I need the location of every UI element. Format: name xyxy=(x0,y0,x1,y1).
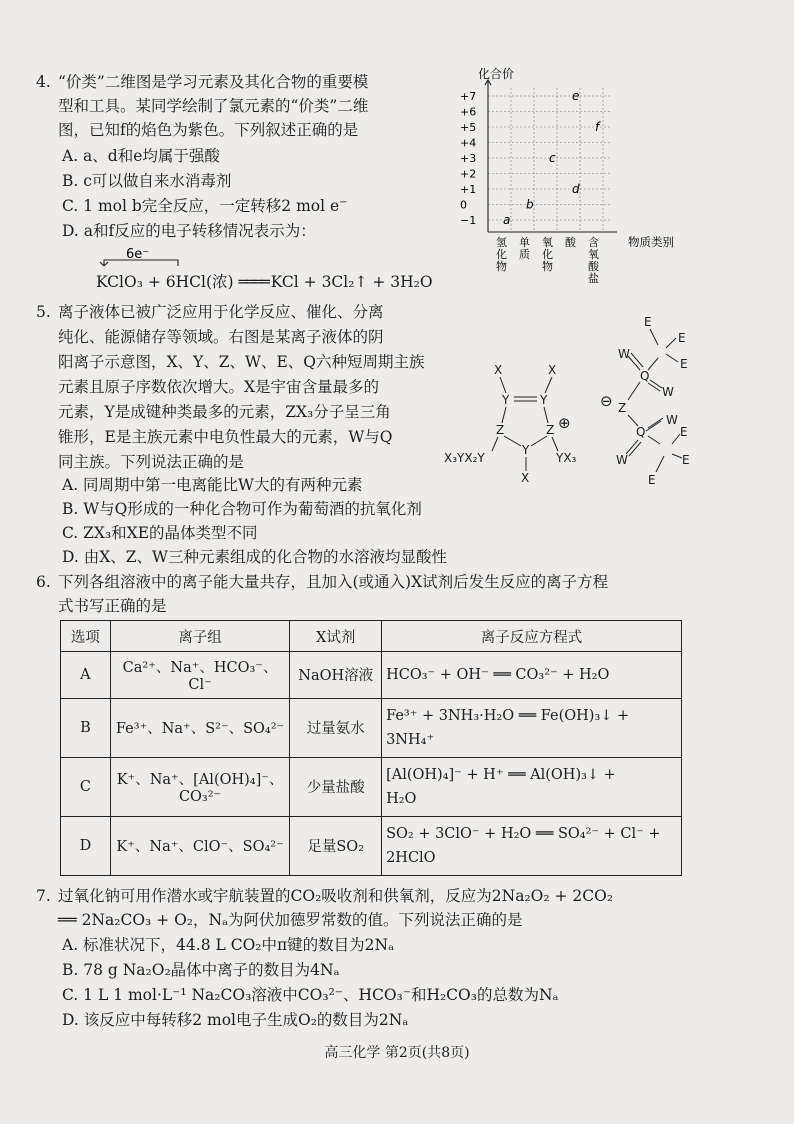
category-label: 酸 xyxy=(565,236,576,249)
page-footer: 高三化学 第2页(共8页) xyxy=(324,1045,470,1061)
tick-label: +2 xyxy=(460,167,477,181)
row-equation: HCO₃⁻ + OH⁻ ══ CO₃²⁻ + H₂O xyxy=(382,652,682,699)
transfer-label: 6e⁻ xyxy=(126,247,150,262)
atom-e: E xyxy=(644,315,652,329)
row-ions: K⁺、Na⁺、ClO⁻、SO₄²⁻ xyxy=(110,816,289,875)
row-equation: SO₂ + 3ClO⁻ + H₂O ══ SO₄²⁻ + Cl⁻ + 2HClO xyxy=(382,816,682,875)
q7-option-c: C. 1 L 1 mol·L⁻¹ Na₂CO₃溶液中CO₃²⁻、HCO₃⁻和H₂CO₃的总数为Nₐ xyxy=(62,986,559,1004)
equation-right: KCl + 3Cl₂↑ + 3H₂O xyxy=(270,273,433,291)
row-equation: Fe³⁺ + 3NH₃·H₂O ══ Fe(OH)₃↓ + 3NH₄⁺ xyxy=(382,698,682,757)
equation-left: KClO₃ + 6HCl(浓) xyxy=(96,273,234,291)
table-row xyxy=(61,652,682,699)
chlorine-value-type-chart xyxy=(456,66,706,296)
tick-label: +7 xyxy=(460,90,477,103)
q7-stem-line-1: 过氧化钠可用作潜水或宇航装置的CO₂吸收剂和供氧剂，反应为2Na₂O₂ + 2CO₂ xyxy=(58,887,614,905)
header-ions: 离子组 xyxy=(110,621,289,652)
atom-y: Y xyxy=(522,443,530,457)
atom-w: W xyxy=(666,413,678,427)
table-row xyxy=(61,757,682,816)
header-option: 选项 xyxy=(61,621,111,652)
point-d: d xyxy=(572,182,580,196)
category-label: 氧 xyxy=(588,248,599,261)
q6-number: 6. xyxy=(36,573,51,591)
tick-label: +6 xyxy=(460,105,477,119)
row-option: D xyxy=(61,816,111,875)
q4-number: 4. xyxy=(36,73,51,91)
negative-charge: ⊖ xyxy=(600,392,613,410)
q6-stem-line-1: 下列各组溶液中的离子能大量共存，且加入(或通入)X试剂后发生反应的离子方程 xyxy=(58,573,609,591)
positive-charge: ⊕ xyxy=(558,414,571,432)
tick-label: +1 xyxy=(460,183,477,196)
q5-stem-line-5: 元素，Y是成键种类最多的元素，ZX₃分子呈三角 xyxy=(58,403,391,421)
table-row xyxy=(61,816,682,875)
q4-option-d: D. a和f反应的电子转移情况表示为： xyxy=(62,222,316,240)
row-reagent: NaOH溶液 xyxy=(290,652,382,699)
q5-stem-line-2: 纯化、能源储存等领域。右图是某离子液体的阴 xyxy=(58,328,384,346)
atom-x: X xyxy=(521,471,530,485)
tick-label: 0 xyxy=(460,198,467,212)
category-label: 化 xyxy=(542,248,553,261)
q5-number: 5. xyxy=(36,303,51,321)
atom-z: Z xyxy=(546,423,555,437)
q4-stem-line-2: 型和工具。某同学绘制了氯元素的“价类”二维 xyxy=(58,97,369,115)
atom-x: X xyxy=(548,363,557,377)
tick-label: +5 xyxy=(460,121,477,134)
atom-e: E xyxy=(648,473,656,487)
atom-w: W xyxy=(662,385,674,399)
point-c: c xyxy=(549,151,556,165)
atom-e: E xyxy=(678,331,686,345)
category-label: 氧 xyxy=(542,236,553,249)
atom-q: Q xyxy=(640,369,650,383)
row-option: C xyxy=(61,757,111,816)
q7-option-b: B. 78 g Na₂O₂晶体中离子的数目为4Nₐ xyxy=(62,961,340,979)
header-equation: 离子反应方程式 xyxy=(382,621,682,652)
row-reagent: 少量盐酸 xyxy=(290,757,382,816)
q4-option-a: A. a、d和e均属于强酸 xyxy=(62,147,220,165)
category-label: 单 xyxy=(519,236,530,249)
category-label: 含 xyxy=(588,236,599,249)
atom-x: X xyxy=(494,363,503,377)
atom-e: E xyxy=(680,425,688,439)
q7-option-d: D. 该反应中每转移2 mol电子生成O₂的数目为2Nₐ xyxy=(62,1011,409,1029)
q4-stem-line-3: 图，已知f的焰色为紫色。下列叙述正确的是 xyxy=(58,121,359,139)
category-label: 物 xyxy=(542,260,553,273)
row-option: A xyxy=(61,652,111,699)
right-substituent: YX₃ xyxy=(556,451,577,465)
point-f: f xyxy=(595,120,600,134)
row-ions: Fe³⁺、Na⁺、S²⁻、SO₄²⁻ xyxy=(110,698,289,757)
q4-stem-line-1: “价类”二维图是学习元素及其化合物的重要模 xyxy=(58,73,369,91)
point-b: b xyxy=(526,197,534,212)
q5-option-a: A. 同周期中第一电离能比W大的有两种元素 xyxy=(62,476,363,494)
q4-option-c: C. 1 mol b完全反应，一定转移2 mol e− xyxy=(62,196,348,215)
atom-y: Y xyxy=(540,393,548,407)
q5-stem-line-3: 阳离子示意图，X、Y、Z、W、E、Q六种短周期主族 xyxy=(58,353,425,371)
q5-stem-line-7: 同主族。下列说法正确的是 xyxy=(58,453,245,471)
q4-option-b: B. c可以做自来水消毒剂 xyxy=(62,172,232,190)
atom-w: W xyxy=(618,347,630,361)
q7-number: 7. xyxy=(36,887,51,905)
atom-y: Y xyxy=(502,393,510,407)
atom-z: Z xyxy=(496,423,505,437)
tick-label: +4 xyxy=(460,136,477,150)
row-ions: K⁺、Na⁺、[Al(OH)₄]⁻、 CO₃²⁻ xyxy=(110,757,289,816)
atom-e: E xyxy=(680,357,688,371)
category-label: 盐 xyxy=(588,272,599,285)
atom-q: Q xyxy=(636,425,646,439)
atom-w: W xyxy=(616,453,628,467)
category-label: 酸 xyxy=(588,260,599,273)
row-reagent: 足量SO₂ xyxy=(290,816,382,875)
row-ions: Ca²⁺、Na⁺、HCO₃⁻、Cl⁻ xyxy=(110,652,289,699)
q5-stem-line-6: 锥形，E是主族元素中电负性最大的元素，W与Q xyxy=(58,428,393,446)
q5-option-b: B. W与Q形成的一种化合物可作为葡萄酒的抗氧化剂 xyxy=(62,500,422,518)
tick-label: −1 xyxy=(460,214,477,227)
point-e: e xyxy=(572,89,580,103)
q6-stem-line-2: 式书写正确的是 xyxy=(58,597,167,615)
category-label: 物 xyxy=(496,260,507,273)
category-label: 质 xyxy=(519,248,530,261)
chart-ylabel: 化合价 xyxy=(478,67,515,81)
row-reagent: 过量氨水 xyxy=(290,698,382,757)
q5-stem-line-1: 离子液体已被广泛应用于化学反应、催化、分离 xyxy=(58,303,384,321)
point-a: a xyxy=(503,213,511,227)
category-label: 化 xyxy=(496,248,507,261)
q7-option-a: A. 标准状况下，44.8 L CO₂中π键的数目为2Nₐ xyxy=(62,936,395,954)
q5-stem-line-4: 元素且原子序数依次增大。X是宇宙含量最多的 xyxy=(58,378,380,396)
anion-structure xyxy=(596,312,706,488)
row-equation: [Al(OH)₄]⁻ + H⁺ ══ Al(OH)₃↓ + H₂O xyxy=(382,757,682,816)
atom-z: Z xyxy=(618,401,627,415)
q5-option-d: D. 由X、Z、W三种元素组成的化合物的水溶液均显酸性 xyxy=(62,548,447,566)
atom-e: E xyxy=(682,453,690,467)
cation-structure xyxy=(444,360,594,490)
electron-transfer-bracket xyxy=(90,244,450,266)
category-label: 氢 xyxy=(496,236,507,249)
table-row xyxy=(61,698,682,757)
left-substituent: X₃YX₂Y xyxy=(444,451,485,465)
table-header-row xyxy=(61,621,682,652)
q5-option-c: C. ZX₃和XE的晶体类型不同 xyxy=(62,524,258,542)
row-option: B xyxy=(61,698,111,757)
q7-stem-line-2: ══ 2Na₂CO₃ + O₂，Nₐ为阿伏加德罗常数的值。下列说法正确的是 xyxy=(58,911,523,929)
ion-reaction-table xyxy=(60,620,682,876)
q4-equation: KClO₃ + 6HCl(浓) ════ KCl + 3Cl₂↑ + 3H₂O xyxy=(96,273,433,291)
tick-label: +3 xyxy=(460,152,477,165)
chart-xlabel: 物质类别 xyxy=(628,235,674,249)
header-reagent: X试剂 xyxy=(290,621,382,652)
